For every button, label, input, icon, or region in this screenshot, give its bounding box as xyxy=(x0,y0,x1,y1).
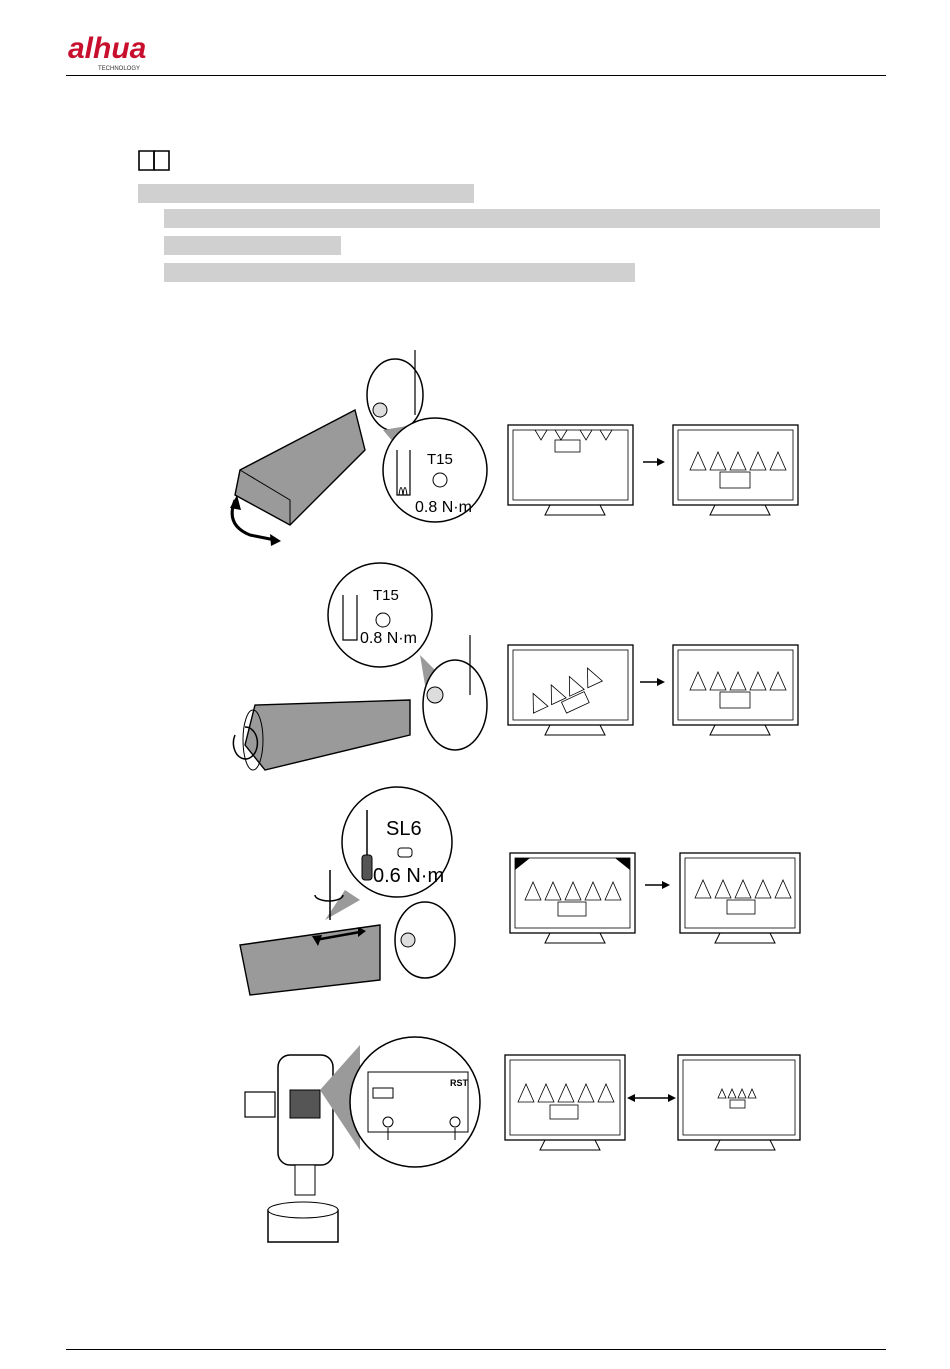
camera-illustration xyxy=(245,1055,338,1242)
magnifier-callout xyxy=(325,787,452,920)
magnifier-callout xyxy=(328,563,440,685)
monitor-before xyxy=(508,645,633,735)
magnifier-callout xyxy=(383,418,487,522)
brand-logo-sub: TECHNOLOGY xyxy=(98,66,141,72)
footer-rule xyxy=(66,1349,886,1350)
torque-label: 0.8 N·m xyxy=(415,499,472,516)
torx-size-label: T15 xyxy=(373,587,399,604)
figure-pan-adjust xyxy=(215,340,815,560)
torque-label: 0.8 N·m xyxy=(360,630,417,647)
monitor-after xyxy=(680,853,800,943)
redacted-note-line-1 xyxy=(138,184,474,203)
monitor-before xyxy=(510,853,635,943)
brand-logo xyxy=(66,28,186,74)
torx-size-label: T15 xyxy=(427,451,453,468)
header-rule xyxy=(66,75,886,76)
brand-logo-text: alhua xyxy=(68,32,147,65)
magnifier-callout xyxy=(320,1037,480,1167)
reset-button-label: RST xyxy=(450,1078,468,1088)
arrow-double xyxy=(627,1094,676,1102)
monitor-before xyxy=(508,425,633,515)
screwdriver-size-label: SL6 xyxy=(386,818,422,840)
redacted-note-line-3 xyxy=(164,236,341,255)
arrow-right xyxy=(643,458,665,466)
redacted-note-line-2 xyxy=(164,209,880,228)
figure-zoom-focus xyxy=(240,1030,810,1250)
monitor-after xyxy=(673,425,798,515)
torque-label: 0.6 N·m xyxy=(373,865,445,887)
monitor-before xyxy=(505,1055,625,1150)
redacted-note-line-4 xyxy=(164,263,635,282)
monitor-after xyxy=(673,645,798,735)
arrow-right xyxy=(645,881,670,889)
figure-sunshield-adjust xyxy=(230,790,820,1020)
monitor-after xyxy=(678,1055,800,1150)
figure-rotation-adjust xyxy=(215,565,815,785)
book-icon xyxy=(137,148,173,172)
arrow-right xyxy=(640,678,665,686)
